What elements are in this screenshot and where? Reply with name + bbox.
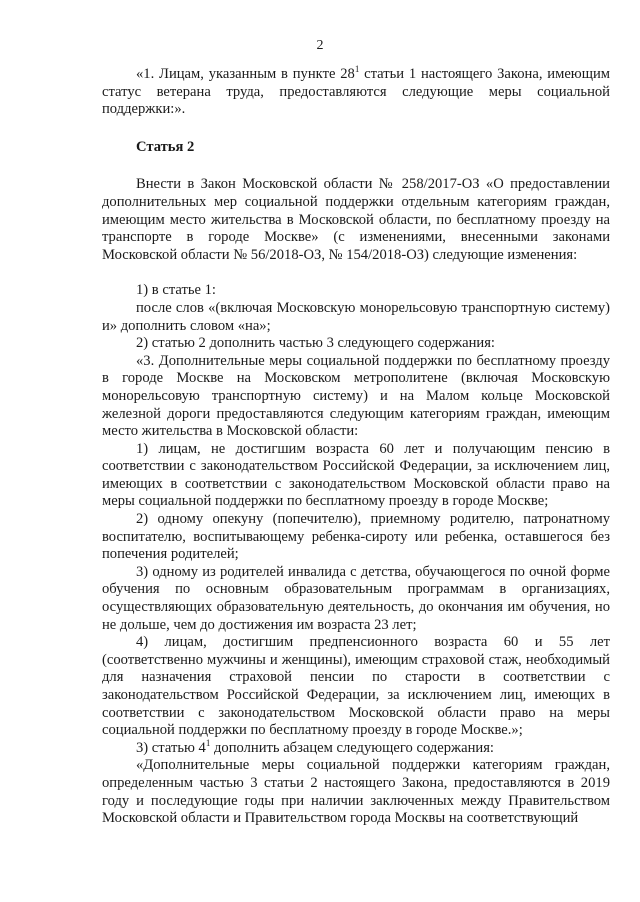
intro-superscript: 1 [354, 64, 360, 74]
document-body [102, 66, 610, 828]
article-heading: Статья 2 [136, 138, 195, 155]
intro-paragraph [102, 66, 610, 119]
part-3-text: «3. Дополнительные меры социальной поддержки по бесплатному проезду в городе Москве на Московском метрополитене (включая Московскую монорельсовую транспортную систему) и на Малом кольце Московской железной дороги предоставляются следующим категориям граждан, имеющим место жительства в Московской области: [102, 352, 610, 440]
amendment-item-3-text: «Дополнительные меры социальной поддержки категориям граждан, определенным частью 3 статьи 2 настоящего Закона, предоставляются в 2019 году и последующие годы при наличии заключенных между Правительством Московской области и Правительством города Москвы на соответствующий [102, 757, 610, 827]
subitem-2: 2) одному опекуну (попечителю), приемному родителю, патронатному воспитателю, воспитывающему ребенка-сироту или ребенка, оставшегося без попечения родителей; [102, 511, 610, 563]
intro-text-after: статьи 1 настоящего Закона, имеющим статус ветерана труда, предоставляются следующие меры социальной поддержки:». [102, 66, 610, 118]
amendment-item-1: 1) в статье 1: [136, 282, 216, 299]
paragraph-spacer [102, 264, 610, 282]
subitem-4: 4) лицам, достигшим предпенсионного возраста 60 и 55 лет (соответственно мужчины и женщины), имеющим страховой стаж, необходимый для назначения страховой пенсии по старости в соответствии с законодательством Российской Федерации, за исключением лиц, имеющих в соответствии с законодательством Московской области право на меры социальной поддержки по бесплатному проезду в городе Москве.»; [102, 634, 610, 739]
amendment-item-3-after: дополнить абзацем следующего содержания: [210, 739, 494, 756]
page-number: 2 [316, 38, 324, 53]
intro-text-before: «1. Лицам, указанным в пункте 28 [136, 66, 355, 82]
amendment-item-3-superscript: 1 [205, 737, 211, 748]
subitem-3: 3) одному из родителей инвалида с детства, обучающегося по очной форме обучения по основным образовательным программам в организациях, осуществляющих образовательную деятельность, до окончания им обучения, но не дольше, чем до достижения им возраста 23 лет; [102, 563, 610, 633]
subitem-1: 1) лицам, не достигшим возраста 60 лет и получающим пенсию в соответствии с законодательством Российской Федерации, за исключением лиц, имеющих в соответствии с законодательством Московской области право на меры социальной поддержки по бесплатному проезду в городе Москве; [102, 440, 610, 510]
article-preamble: Внести в Закон Московской области № 258/2017-ОЗ «О предоставлении дополнительных мер социальной поддержки отдельным категориям граждан, имеющим место жительства в Московской области, по бесплатному проезду на транспорте в городе Москве» (с изменениями, внесенными законами Московской области № 56/2018-ОЗ, № 154/2018-ОЗ) следующие изменения: [102, 176, 610, 263]
amendment-item-3-before: 3) статью 4 [136, 739, 206, 756]
amendment-item-2: 2) статью 2 дополнить частью 3 следующего содержания: [136, 335, 495, 352]
amendment-item-3 [102, 737, 610, 758]
amendment-item-1-text: после слов «(включая Московскую монорельсовую транспортную систему) и» дополнить словом «на»; [102, 299, 610, 334]
